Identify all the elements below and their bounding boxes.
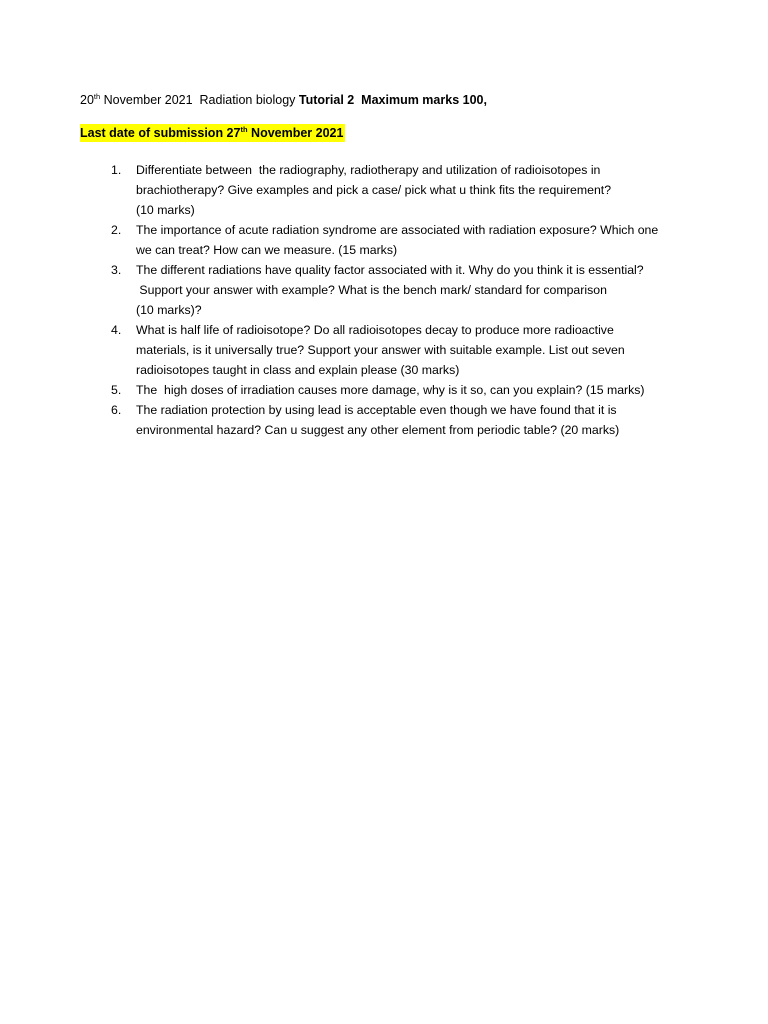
question-number: 5. — [111, 383, 122, 397]
question-text-line: What is half life of radioisotope? Do all radioisotopes decay to produce more radioactive — [136, 323, 614, 337]
question-text-line: we can treat? How can we measure. (15 marks) — [136, 243, 398, 257]
question-item — [111, 320, 696, 380]
question-text-line: environmental hazard? Can u suggest any other element from periodic table? (20 marks) — [136, 423, 620, 437]
question-number: 6. — [111, 403, 122, 417]
question-item — [111, 380, 696, 400]
header-line — [80, 92, 487, 108]
question-text-line: Differentiate between the radiography, radiotherapy and utilization of radioisotopes in — [136, 163, 601, 177]
question-text-line: materials, is it universally true? Support your answer with suitable example. List out seven — [136, 343, 625, 357]
question-text-line: The different radiations have quality factor associated with it. Why do you think it is essential? — [136, 263, 644, 277]
question-list — [111, 160, 696, 440]
question-text-line: (10 marks) — [136, 203, 195, 217]
header-day-suffix: th — [93, 92, 101, 101]
deadline-day-suffix: th — [240, 125, 248, 134]
deadline-rest: November 2021 — [247, 126, 344, 140]
question-text-line: brachiotherapy? Give examples and pick a case/ pick what u think fits the requirement? — [136, 183, 612, 197]
question-number: 2. — [111, 223, 122, 237]
question-number: 4. — [111, 323, 122, 337]
question-number: 3. — [111, 263, 122, 277]
header-tutorial-marks: Tutorial 2 Maximum marks 100, — [298, 93, 487, 107]
deadline-highlight — [80, 124, 345, 142]
question-text-line: The importance of acute radiation syndrome are associated with radiation exposure? Which one — [136, 223, 659, 237]
deadline-block — [80, 124, 345, 142]
question-text-line: (10 marks)? — [136, 303, 202, 317]
question-item — [111, 400, 696, 440]
question-item — [111, 160, 696, 220]
question-item — [111, 260, 696, 320]
header-date-subject: November 2021 Radiation biology — [100, 93, 299, 107]
question-text-line: Support your answer with example? What is the bench mark/ standard for comparison — [136, 283, 607, 297]
question-text-line: The radiation protection by using lead is acceptable even though we have found that it is — [136, 403, 617, 417]
question-number: 1. — [111, 163, 122, 177]
deadline-prefix: Last date of submission 27 — [80, 126, 241, 140]
question-text-line: The high doses of irradiation causes more damage, why is it so, can you explain? (15 marks) — [136, 383, 645, 397]
question-item — [111, 220, 696, 260]
question-text-line: radioisotopes taught in class and explain please (30 marks) — [136, 363, 460, 377]
header-day: 20 — [80, 93, 94, 107]
